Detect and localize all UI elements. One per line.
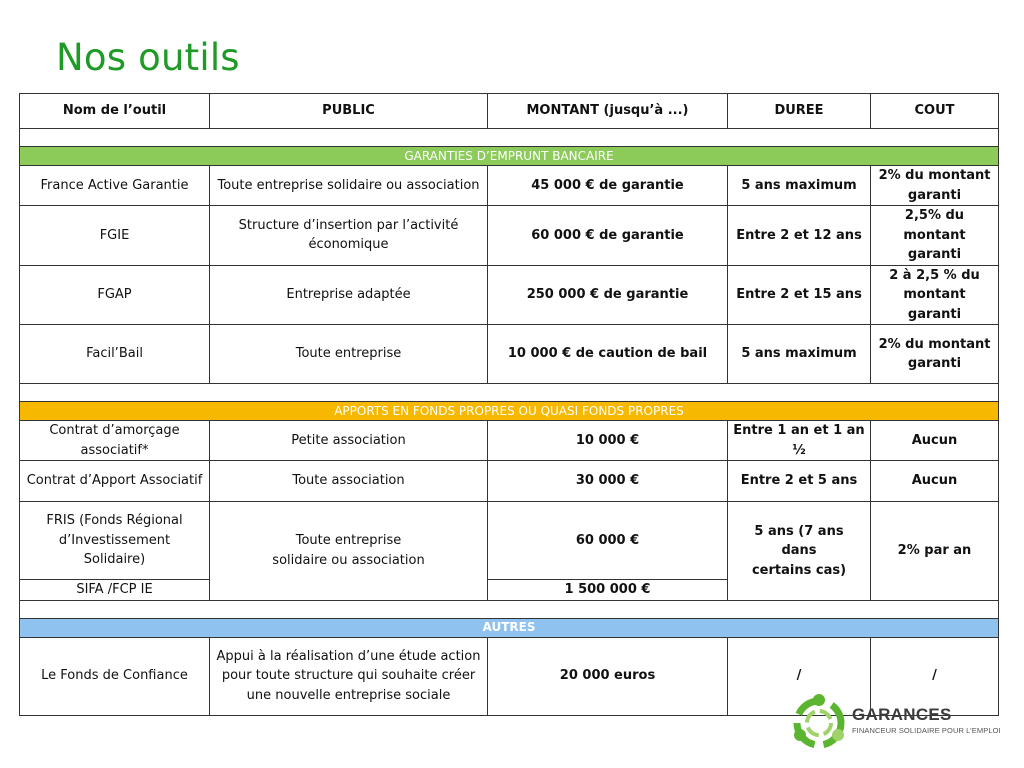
header-cout: COUT bbox=[871, 94, 999, 129]
cell-montant: 60 000 € de garantie bbox=[488, 206, 728, 266]
section-title: GARANTIES D’EMPRUNT BANCAIRE bbox=[20, 147, 999, 166]
cell-nom: Le Fonds de Confiance bbox=[20, 637, 210, 715]
cell-montant: 45 000 € de garantie bbox=[488, 166, 728, 206]
tools-table bbox=[19, 93, 999, 716]
header-public: PUBLIC bbox=[210, 94, 488, 129]
cell-public: Toute entreprise solidaire ou association bbox=[210, 502, 488, 601]
cell-cout: 2% du montant garanti bbox=[871, 325, 999, 384]
cell-montant: 10 000 € de caution de bail bbox=[488, 325, 728, 384]
cell-duree: Entre 1 an et 1 an ½ bbox=[728, 421, 871, 461]
section-autres bbox=[20, 618, 999, 637]
cell-duree: 5 ans (7 ans dans certains cas) bbox=[728, 502, 871, 601]
cell-montant: 1 500 000 € bbox=[488, 580, 728, 601]
section-title: APPORTS EN FONDS PROPRES OU QUASI FONDS PROPRES bbox=[20, 402, 999, 421]
cell-montant: 250 000 € de garantie bbox=[488, 265, 728, 325]
spacer-row bbox=[20, 129, 999, 147]
cell-duree: Entre 2 et 12 ans bbox=[728, 206, 871, 266]
cell-cout: Aucun bbox=[871, 461, 999, 502]
cell-cout: 2% du montant garanti bbox=[871, 166, 999, 206]
cell-montant: 10 000 € bbox=[488, 421, 728, 461]
cell-nom: Contrat d’Apport Associatif bbox=[20, 461, 210, 502]
table-row bbox=[20, 166, 999, 206]
cell-nom: SIFA /FCP IE bbox=[20, 580, 210, 601]
cell-duree: 5 ans maximum bbox=[728, 325, 871, 384]
cell-duree: Entre 2 et 5 ans bbox=[728, 461, 871, 502]
cell-montant: 20 000 euros bbox=[488, 637, 728, 715]
cell-nom: France Active Garantie bbox=[20, 166, 210, 206]
page-title: Nos outils bbox=[56, 36, 240, 79]
cell-cout: 2 à 2,5 % du montant garanti bbox=[871, 265, 999, 325]
spacer-row bbox=[20, 384, 999, 402]
cell-public: Entreprise adaptée bbox=[210, 265, 488, 325]
cell-montant: 60 000 € bbox=[488, 502, 728, 580]
table-row bbox=[20, 502, 999, 580]
section-apports bbox=[20, 402, 999, 421]
cell-nom: FRIS (Fonds Régional d’Investissement Solidaire) bbox=[20, 502, 210, 580]
header-montant: MONTANT (jusqu’à ...) bbox=[488, 94, 728, 129]
cell-cout: 2,5% du montant garanti bbox=[871, 206, 999, 266]
cell-public: Petite association bbox=[210, 421, 488, 461]
cell-cout: / bbox=[871, 637, 999, 715]
logo-tagline: FINANCEUR SOLIDAIRE POUR L’EMPLOI bbox=[852, 726, 1001, 735]
section-garanties bbox=[20, 147, 999, 166]
cell-cout: Aucun bbox=[871, 421, 999, 461]
cell-public: Structure d’insertion par l’activité économique bbox=[210, 206, 488, 266]
cell-montant: 30 000 € bbox=[488, 461, 728, 502]
table-row bbox=[20, 206, 999, 266]
table-header-row bbox=[20, 94, 999, 129]
table-row bbox=[20, 421, 999, 461]
cell-duree: 5 ans maximum bbox=[728, 166, 871, 206]
table-row bbox=[20, 461, 999, 502]
table-row bbox=[20, 325, 999, 384]
cell-public: Toute entreprise bbox=[210, 325, 488, 384]
garances-ring-icon bbox=[786, 690, 852, 756]
spacer-row bbox=[20, 600, 999, 618]
header-duree: DUREE bbox=[728, 94, 871, 129]
cell-duree: / bbox=[728, 637, 871, 715]
header-nom: Nom de l’outil bbox=[20, 94, 210, 129]
cell-nom: FGAP bbox=[20, 265, 210, 325]
cell-public: Toute entreprise solidaire ou association bbox=[210, 166, 488, 206]
table-row bbox=[20, 265, 999, 325]
cell-nom: Contrat d’amorçage associatif* bbox=[20, 421, 210, 461]
garances-logo bbox=[786, 690, 1006, 756]
logo-name: GARANCES bbox=[852, 705, 952, 724]
cell-public: Toute association bbox=[210, 461, 488, 502]
cell-public: Appui à la réalisation d’une étude action pour toute structure qui souhaite créer une nouvelle entreprise sociale bbox=[210, 637, 488, 715]
cell-cout: 2% par an bbox=[871, 502, 999, 601]
section-title: AUTRES bbox=[20, 618, 999, 637]
cell-nom: Facil’Bail bbox=[20, 325, 210, 384]
cell-nom: FGIE bbox=[20, 206, 210, 266]
cell-duree: Entre 2 et 15 ans bbox=[728, 265, 871, 325]
